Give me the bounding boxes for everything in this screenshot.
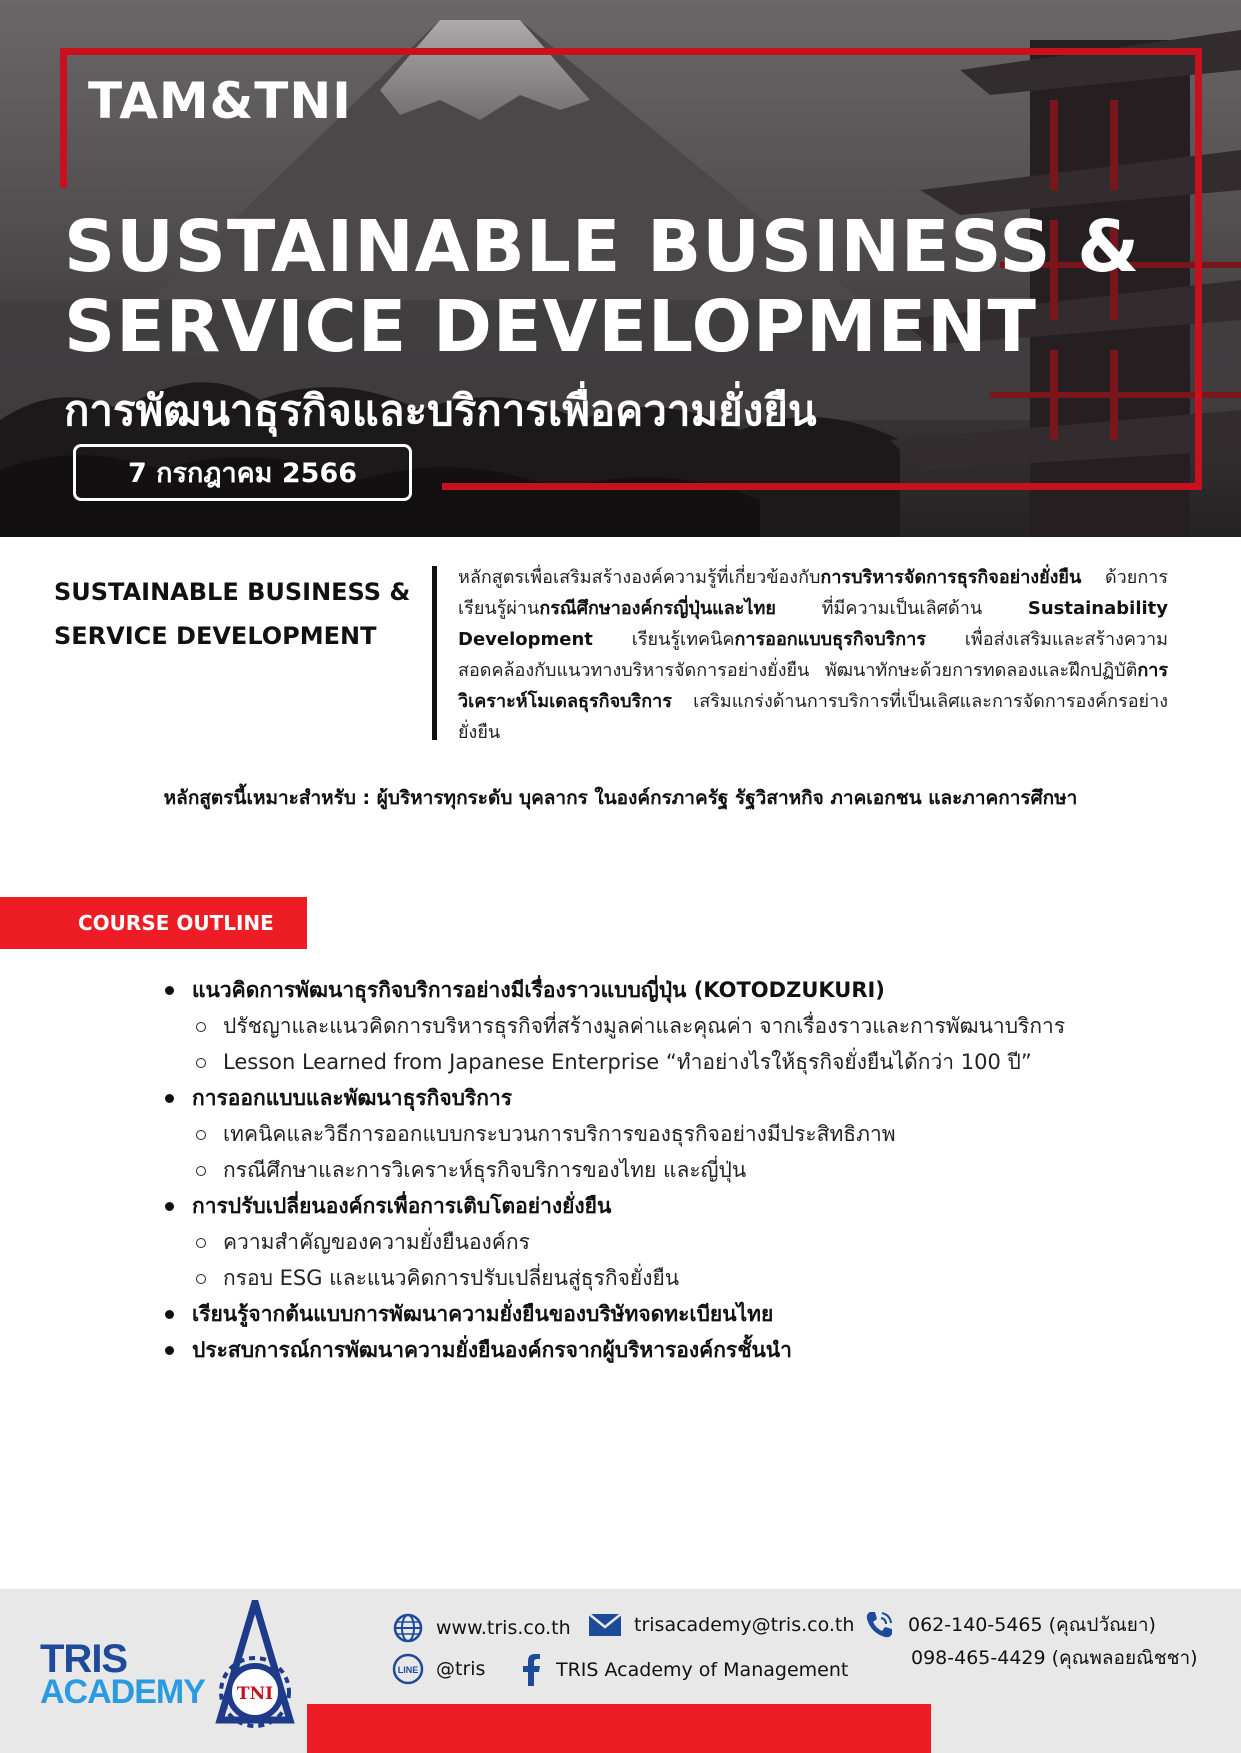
tni-logo: [212, 1600, 298, 1734]
intro-bold-4: การออกแบบธุรกิจบริการ: [734, 629, 926, 650]
intro-text-4: เรียนรู้เทคนิค: [592, 629, 735, 650]
line-icon-text: LINE: [397, 1665, 419, 1675]
red-frame-right: [1195, 48, 1202, 490]
intro-text-6: เสริมแกร่งด้านการบริการที่เป็นเลิศและการจัดการองค์กรอย่างยั่งยืน: [458, 691, 1168, 743]
intro-text-5: เพื่อส่งเสริมและสร้างความสอดคล้องกับแนวทางบริหารจัดการอย่างยั่งยืน พัฒนาทักษะด้วยการทดลองและฝึกปฏิบัติ: [458, 629, 1169, 681]
tni-emblem-icon: [212, 1600, 298, 1730]
target-audience: หลักสูตรนี้เหมาะสำหรับ : ผู้บริหารทุกระดับ บุคลากร ในองค์กรภาครัฐ รัฐวิสาหกิจ ภาคเอกชน และภาคการศึกษา: [163, 787, 1078, 809]
email-text: trisacademy@tris.co.th: [634, 1614, 855, 1636]
intro-text-1: หลักสูตรเพื่อเสริมสร้างองค์ความรู้ที่เกี่ยวข้องกับ: [458, 567, 821, 588]
brand-label: TAM&TNI: [88, 72, 352, 130]
line-app-icon: [392, 1653, 424, 1685]
line-id-text: @tris: [436, 1658, 486, 1680]
intro-title: [54, 570, 424, 658]
outline-item: การออกแบบและพัฒนาธุรกิจบริการ: [162, 1080, 1112, 1116]
website-text: www.tris.co.th: [436, 1617, 571, 1639]
intro-title-line1: SUSTAINABLE BUSINESS &: [54, 578, 411, 606]
outline-item: การปรับเปลี่ยนองค์กรเพื่อการเติบโตอย่างยั่งยืน: [162, 1188, 1112, 1224]
intro-text-3: ที่มีความเป็นเลิศด้าน: [775, 598, 1028, 619]
date-text: 7 กรกฎาคม 2566: [127, 458, 358, 489]
tris-logo-line1: TRIS: [40, 1637, 128, 1681]
hero-title-line1: SUSTAINABLE BUSINESS &: [64, 205, 1141, 288]
intro-divider: [432, 566, 437, 740]
red-frame-top: [60, 48, 1202, 55]
date-badge: [73, 444, 412, 501]
phone-contact[interactable]: [862, 1608, 1156, 1642]
outline-item: แนวคิดการพัฒนาธุรกิจบริการอย่างมีเรื่องราวแบบญี่ปุ่น (KOTODZUKURI): [162, 972, 1112, 1008]
tni-logo-text: TNI: [236, 1684, 274, 1704]
intro-paragraph: [458, 562, 1168, 748]
facebook-icon: [518, 1653, 544, 1687]
red-frame-bottom: [442, 483, 1202, 490]
course-outline-list: [162, 972, 1112, 1368]
website-contact[interactable]: [392, 1612, 571, 1644]
red-frame-left: [60, 48, 67, 188]
tris-academy-logo: [40, 1637, 205, 1711]
hero-title-thai: การพัฒนาธุรกิจและบริการเพื่อความยั่งยืน: [64, 386, 817, 435]
hero-title-line2: SERVICE DEVELOPMENT: [64, 285, 1037, 368]
outline-subitem: กรณีศึกษาและการวิเคราะห์ธุรกิจบริการของไทย และญี่ปุ่น: [162, 1152, 1112, 1188]
outline-subitem: Lesson Learned from Japanese Enterprise “ทำอย่างไรให้ธุรกิจยั่งยืนได้กว่า 100 ปี”: [162, 1044, 1112, 1080]
outline-subitem: กรอบ ESG และแนวคิดการปรับเปลี่ยนสู่ธุรกิจยั่งยืน: [162, 1260, 1112, 1296]
outline-item: ประสบการณ์การพัฒนาความยั่งยืนองค์กรจากผู้บริหารองค์กรชั้นนำ: [162, 1332, 1112, 1368]
course-outline-tab: [0, 897, 307, 949]
footer-red-bar: [307, 1704, 931, 1753]
envelope-icon: [588, 1612, 622, 1638]
outline-subitem: ปรัชญาและแนวคิดการบริหารธุรกิจที่สร้างมูลค่าและคุณค่า จากเรื่องราวและการพัฒนาบริการ: [162, 1008, 1112, 1044]
facebook-contact[interactable]: [518, 1653, 848, 1687]
intro-bold-5: การวิเคราะห์โมเดลธุรกิจบริการ: [458, 660, 1168, 712]
facebook-text: TRIS Academy of Management: [556, 1659, 849, 1681]
outline-item: เรียนรู้จากต้นแบบการพัฒนาความยั่งยืนของบริษัทจดทะเบียนไทย: [162, 1296, 1112, 1332]
intro-bold-1: การบริหารจัดการธุรกิจอย่างยั่งยืน: [820, 567, 1082, 588]
phone-2-contact[interactable]: [911, 1643, 1198, 1673]
outline-subitem: ความสำคัญของความยั่งยืนองค์กร: [162, 1224, 1112, 1260]
email-contact[interactable]: [588, 1612, 854, 1638]
tris-logo-line2: ACADEMY: [40, 1673, 205, 1711]
hero-banner: [0, 0, 1241, 537]
intro-bold-3: Sustainability Development: [458, 598, 1168, 650]
phone-1-text: 062-140-5465 (คุณปวัณยา): [908, 1614, 1156, 1636]
intro-title-line2: SERVICE DEVELOPMENT: [54, 622, 377, 650]
globe-icon: [392, 1612, 424, 1644]
phone-icon: [862, 1608, 896, 1642]
phone-2-text: 098-465-4429 (คุณพลอยณิชชา): [911, 1647, 1198, 1669]
intro-text-2: ด้วยการเรียนรู้ผ่าน: [458, 567, 1168, 619]
outline-subitem: เทคนิคและวิธีการออกแบบกระบวนการบริการของธุรกิจอย่างมีประสิทธิภาพ: [162, 1116, 1112, 1152]
course-outline-label: COURSE OUTLINE: [78, 911, 274, 935]
intro-bold-2: กรณีศึกษาองค์กรญี่ปุ่นและไทย: [539, 598, 776, 619]
line-contact[interactable]: [392, 1653, 485, 1685]
